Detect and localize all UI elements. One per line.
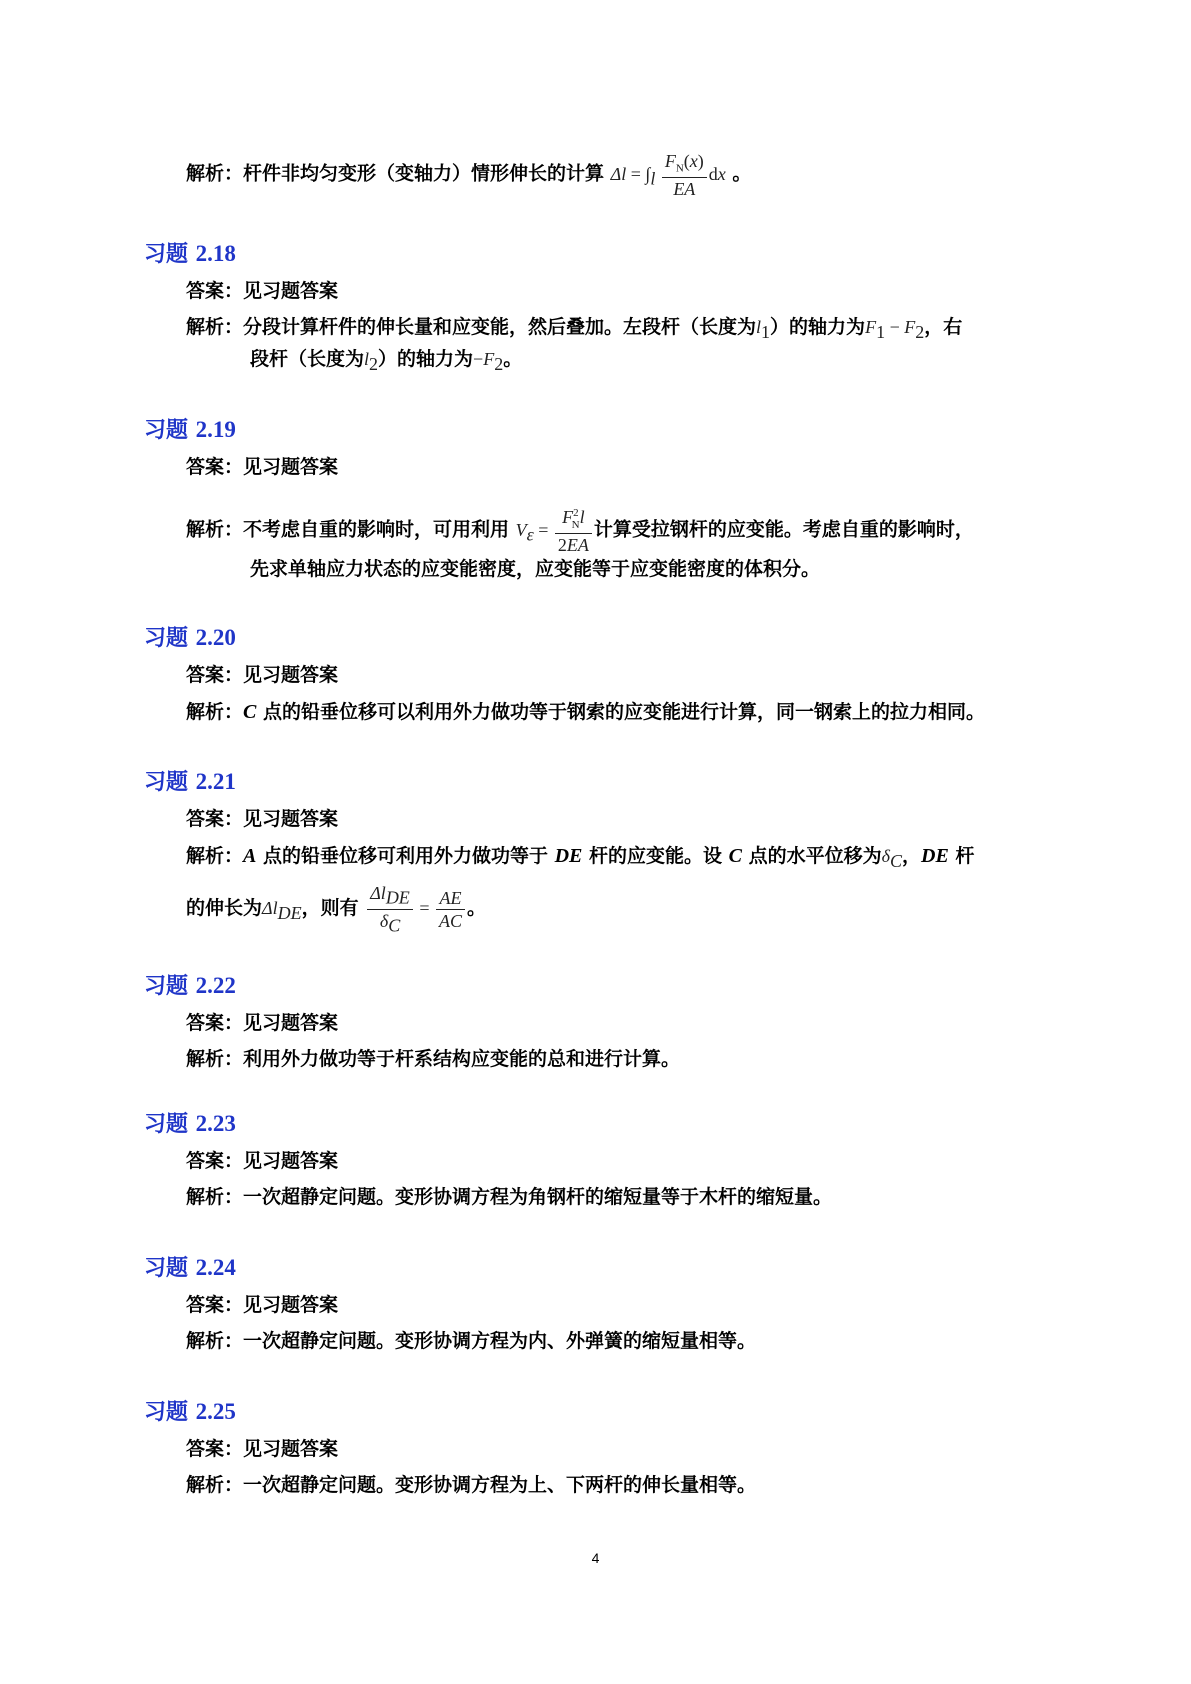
formula-ratio: $\frac{\Delta l_{DE}}{\delta_C}$ = $\frac{AE}{AC}$ xyxy=(365,898,467,918)
analysis-label: 解析： xyxy=(186,162,244,185)
answer-line-2-20: 答案：见习题答案 xyxy=(186,664,339,686)
section-heading-2-25: 习题 2.25 xyxy=(144,1399,236,1425)
analysis-line-2-23: 解析：一次超静定问题。变形协调方程为角钢杆的缩短量等于木杆的缩短量。 xyxy=(186,1186,833,1208)
analysis-line-2-21-cont: 的伸长为$\Delta l_{DE}$，则有 $\frac{\Delta l_{DE}}{\delta_C}$ = $\frac{AE}{AC}$ 。 xyxy=(186,883,486,937)
section-heading-2-21: 习题 2.21 xyxy=(144,769,236,795)
answer-line-2-23: 答案：见习题答案 xyxy=(186,1150,339,1172)
section-heading-2-20: 习题 2.20 xyxy=(144,625,236,651)
answer-line-2-25: 答案：见习题答案 xyxy=(186,1438,339,1460)
page-number: 4 xyxy=(591,1550,600,1566)
formula-strain-energy: $V_\varepsilon$ = $\frac{F^2_Nl}{2EA}$ xyxy=(516,520,594,540)
analysis-line-2-18: 解析：分段计算杆件的伸长量和应变能，然后叠加。左段杆（长度为$l_1$）的轴力为$F_1 - F_2$，右 xyxy=(186,316,963,342)
analysis-line-2-25: 解析：一次超静定问题。变形协调方程为上、下两杆的伸长量相等。 xyxy=(186,1474,757,1496)
answer-line-2-19: 答案：见习题答案 xyxy=(186,456,339,478)
answer-line-2-18: 答案：见习题答案 xyxy=(186,280,339,302)
analysis-line-2-22: 解析：利用外力做功等于杆系结构应变能的总和进行计算。 xyxy=(186,1048,681,1070)
analysis-line-2-21: 解析：A 点的铅垂位移可利用外力做功等于 DE 杆的应变能。设 C 点的水平位移为$\delta_C$，DE 杆 xyxy=(186,845,975,871)
section-heading-2-18: 习题 2.18 xyxy=(144,241,236,267)
analysis-line-2-19-cont: 先求单轴应力状态的应变能密度，应变能等于应变能密度的体积分。 xyxy=(250,558,821,580)
analysis-line-2-20: 解析：C 点的铅垂位移可以利用外力做功等于钢索的应变能进行计算，同一钢索上的拉力相同。 xyxy=(186,701,985,723)
analysis-line-2-19: 解析：不考虑自重的影响时，可用利用 $V_\varepsilon$ = $\frac{F^2_Nl}{2EA}$ 计算受拉钢杆的应变能。考虑自重的影响时， xyxy=(186,507,974,556)
section-heading-2-23: 习题 2.23 xyxy=(144,1111,236,1137)
formula-elongation: $\Delta l = \int_l$ $\frac{F_N(x)}{EA}$ dx xyxy=(610,151,726,200)
answer-line-2-24: 答案：见习题答案 xyxy=(186,1294,339,1316)
answer-line-2-21: 答案：见习题答案 xyxy=(186,808,339,830)
analysis-line-2-24: 解析：一次超静定问题。变形协调方程为内、外弹簧的缩短量相等。 xyxy=(186,1330,757,1352)
intro-analysis-line: 解析：杆件非均匀变形（变轴力）情形伸长的计算 $\Delta l = \int_l$ $\frac{F_N(x)}{EA}$ dx 。 xyxy=(186,151,752,200)
section-heading-2-22: 习题 2.22 xyxy=(144,973,236,999)
section-heading-2-19: 习题 2.19 xyxy=(144,417,236,443)
answer-line-2-22: 答案：见习题答案 xyxy=(186,1012,339,1034)
section-heading-2-24: 习题 2.24 xyxy=(144,1255,236,1281)
analysis-line-2-18-cont: 段杆（长度为$l_2$）的轴力为$-F_2$。 xyxy=(250,348,523,374)
analysis-text: 杆件非均匀变形（变轴力）情形伸长的计算 xyxy=(243,162,605,185)
